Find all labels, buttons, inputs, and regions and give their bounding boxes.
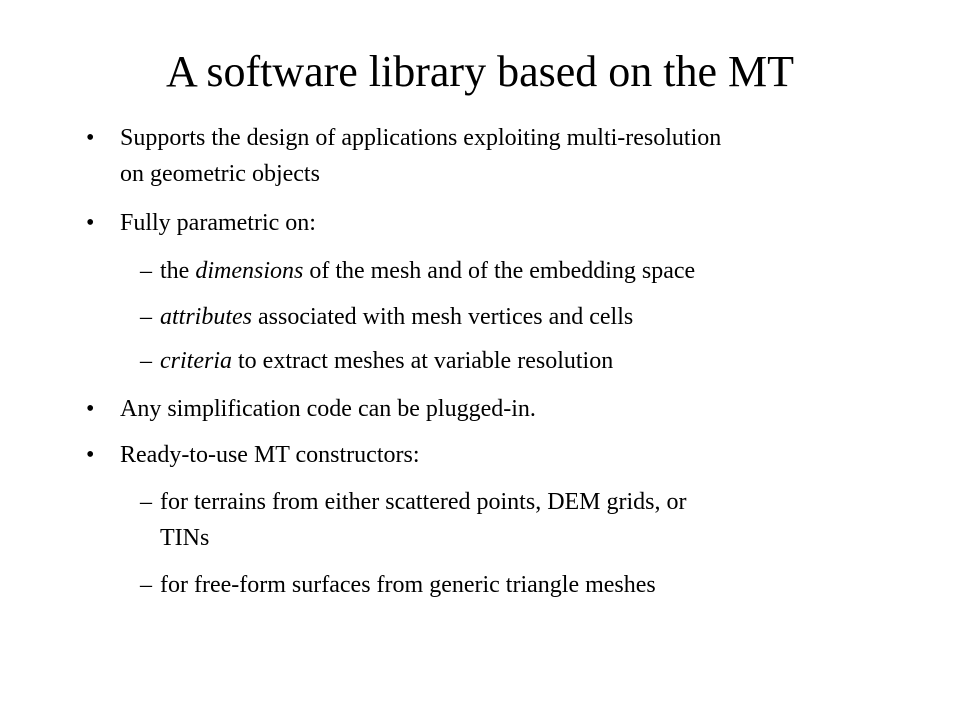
bullet-marker: • — [86, 125, 95, 151]
emphasis: dimensions — [195, 258, 304, 284]
dash-marker: – — [140, 258, 152, 284]
bullet-text: Supports the design of applications exploiting multi-resolution — [120, 125, 722, 151]
bullet-marker: • — [86, 396, 95, 422]
emphasis: attributes — [160, 304, 253, 330]
slide-title: A software library based on the MT — [165, 47, 795, 96]
sub-item-text: attributes associated with mesh vertices and cells — [160, 304, 634, 330]
bullet-text-continuation: on geometric objects — [120, 161, 320, 187]
sub-item-text-continuation: TINs — [160, 525, 210, 551]
bullet-text: Any simplification code can be plugged-in. — [120, 396, 536, 422]
dash-marker: – — [140, 489, 152, 515]
bullet-text: Ready-to-use MT constructors: — [120, 442, 420, 468]
dash-marker: – — [140, 304, 152, 330]
dash-marker: – — [140, 348, 152, 374]
dash-marker: – — [140, 572, 152, 598]
bullet-text: Fully parametric on: — [120, 210, 316, 236]
bullet-marker: • — [86, 442, 95, 468]
bullet-marker: • — [86, 210, 95, 236]
sub-item-text: criteria to extract meshes at variable resolution — [160, 348, 614, 374]
sub-item-text: for terrains from either scattered points, DEM grids, or — [160, 489, 687, 515]
sub-item-text: for free-form surfaces from generic triangle meshes — [160, 572, 656, 598]
sub-item-text: the dimensions of the mesh and of the embedding space — [160, 258, 696, 284]
emphasis: criteria — [160, 348, 232, 374]
